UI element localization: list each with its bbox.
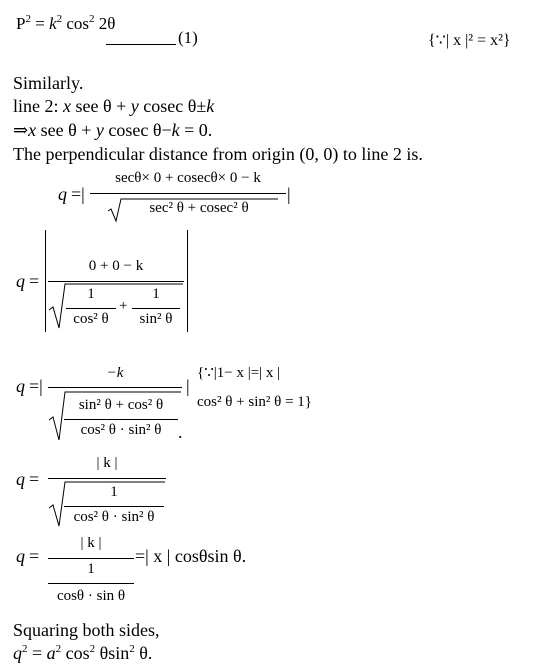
step4-inner-den: cos² θ · sin² θ <box>73 509 155 525</box>
step2-numerator: 0 + 0 − k <box>88 258 144 274</box>
angle-text: 2θ <box>98 14 116 33</box>
k-var: k <box>171 120 180 140</box>
cos-exponent: 2 <box>89 643 96 655</box>
step3-inner-den: cos² θ · sin² θ <box>80 422 162 438</box>
step3-inner-num: sin² θ + cos² θ <box>78 397 164 413</box>
step2-plus: + <box>119 298 128 314</box>
step2-sub2-num: 1 <box>152 286 160 302</box>
x-var: x <box>63 96 71 116</box>
y-var: y <box>130 96 139 116</box>
line2-equation <box>13 96 214 117</box>
equation-1 <box>16 14 115 34</box>
implies-arrow: ⇒ <box>13 120 29 140</box>
perpendicular-text: The perpendicular distance from origin (0, 0) to line 2 is. <box>13 144 423 164</box>
final-cos: cos <box>61 643 90 663</box>
step5-fraction-bar <box>48 558 134 559</box>
step3-inner-bar <box>64 419 178 420</box>
step2-abs-right <box>187 230 188 332</box>
final-sin: θsin <box>95 643 130 663</box>
line2-cosec: cosec θ± <box>138 96 207 116</box>
similarly-text: Similarly. <box>13 73 84 93</box>
y-var: y <box>95 120 104 140</box>
cos-exponent: 2 <box>89 13 95 25</box>
k-var: k <box>206 96 215 116</box>
line2-sec: see θ + <box>71 96 131 116</box>
step3-close-bar: | <box>186 376 190 396</box>
step2-sub1-den: cos² θ <box>73 311 109 327</box>
squaring-text: Squaring both sides, <box>13 620 160 640</box>
step4-inner-num: 1 <box>110 484 118 500</box>
equals-sign: = <box>35 14 45 33</box>
line2-label: line 2: <box>13 96 63 116</box>
step5-numerator: | k | <box>80 535 102 551</box>
step3-eqbar: =| <box>29 376 43 396</box>
step3-q: q <box>16 376 25 396</box>
step5-inner-bar <box>48 583 134 584</box>
step2-sub1-bar <box>66 308 116 309</box>
step5-eq: = <box>29 546 40 566</box>
step2-sub1-num: 1 <box>87 286 95 302</box>
step1-q: q <box>58 184 67 204</box>
cos-text: cos <box>66 14 90 33</box>
step1-eqbar: =| <box>71 184 85 204</box>
implies-equation <box>13 120 212 141</box>
step1-close-bar: | <box>287 184 291 204</box>
implies-sec: see θ + <box>36 120 96 140</box>
step3-period: . <box>178 422 183 442</box>
implies-zero: = 0. <box>179 120 213 140</box>
final-equation <box>13 643 152 664</box>
q-exponent: 2 <box>22 643 28 655</box>
step4-fraction-bar <box>48 478 166 479</box>
step3-note-line2: cos² θ + sin² θ = 1} <box>197 394 312 410</box>
a-symbol: a <box>46 643 56 663</box>
x-var: x <box>28 120 37 140</box>
k-exponent: 2 <box>56 13 63 25</box>
implies-cosec: cosec θ− <box>103 120 172 140</box>
p-exponent: 2 <box>25 13 31 25</box>
step4-inner-bar <box>64 506 164 507</box>
equation-number: (1) <box>178 28 198 47</box>
step3-numerator: −k <box>106 365 124 381</box>
step5-denominator: cosθ · sin θ <box>56 588 126 604</box>
q-symbol: q <box>13 643 22 663</box>
step4-numerator: | k | <box>96 455 118 471</box>
a-exponent: 2 <box>55 643 62 655</box>
step3-note-line1: {∵|1− x |=| x | <box>197 365 281 381</box>
step2-sub2-den: sin² θ <box>139 311 173 327</box>
final-end: θ. <box>134 643 153 663</box>
abs-square-note: {∵| x |² = x²} <box>428 32 511 49</box>
step1-fraction-bar <box>90 193 286 194</box>
step2-q: q <box>16 271 25 291</box>
p-symbol: P <box>16 14 26 33</box>
step4-eq: = <box>29 469 40 489</box>
equation-underline <box>106 44 176 45</box>
step5-rhs: =| x | cosθsin θ. <box>135 546 247 566</box>
final-equals: = <box>27 643 47 663</box>
sin-exponent: 2 <box>129 643 135 655</box>
step2-abs-left <box>45 230 46 332</box>
step1-numerator: secθ× 0 + cosecθ× 0 − k <box>115 170 261 186</box>
step1-denominator: sec² θ + cosec² θ <box>149 200 249 216</box>
step4-q: q <box>16 469 25 489</box>
step5-q: q <box>16 546 25 566</box>
step5-mid: 1 <box>87 561 95 577</box>
step2-eq: = <box>29 271 40 291</box>
step2-sub2-bar <box>132 308 180 309</box>
step3-fraction-bar <box>48 387 182 388</box>
k-symbol: k <box>49 14 57 33</box>
